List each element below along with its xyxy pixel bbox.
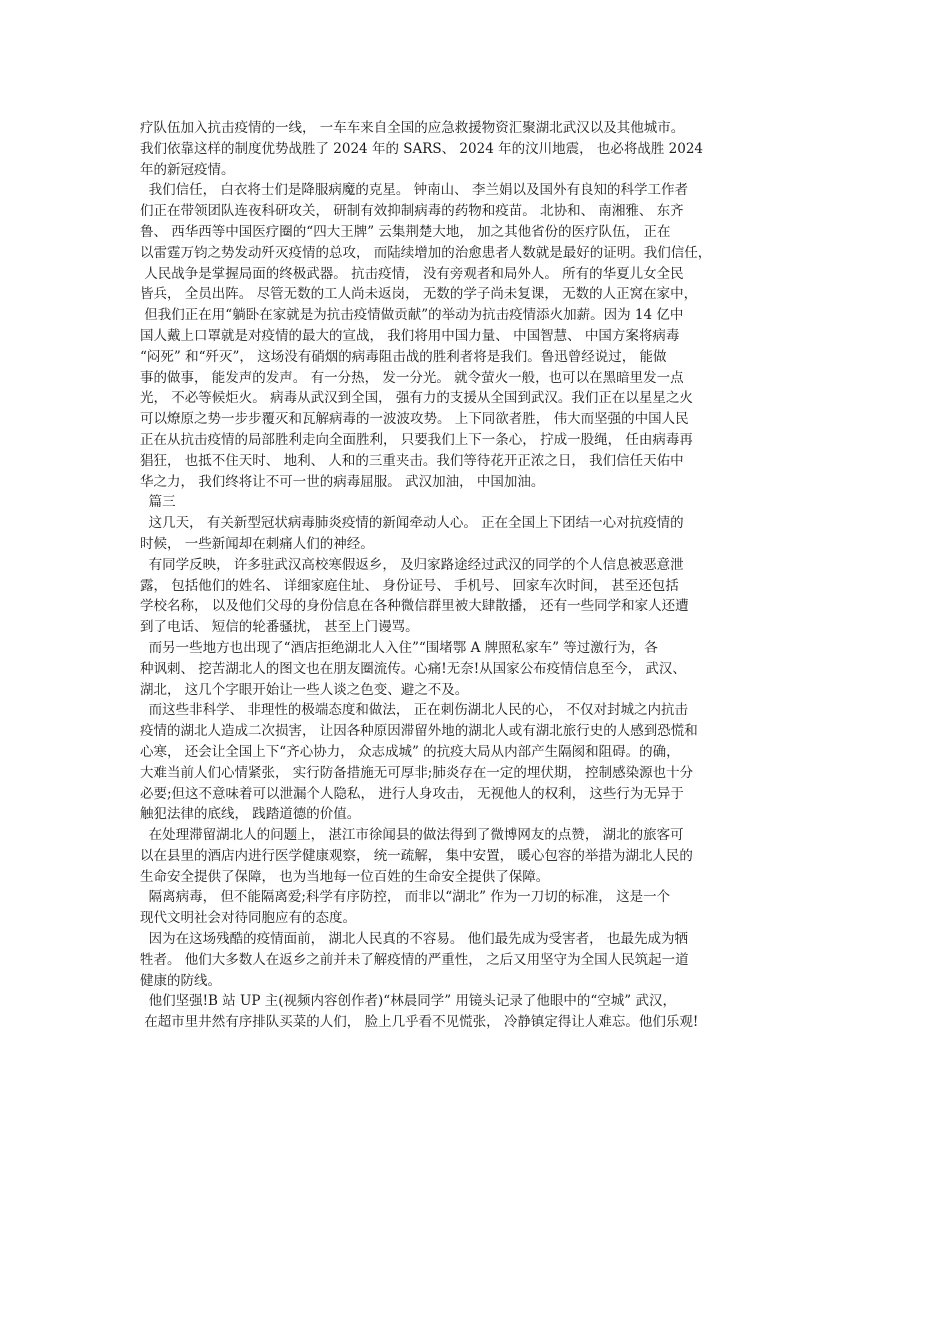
text-line: 篇三 <box>140 494 176 511</box>
text-line: 以雷霆万钧之势发动歼灭疫情的总攻， 而陆续增加的治愈患者人数就是最好的证明。我们信任， <box>140 244 712 261</box>
text-line: 因为在这场残酷的疫情面前， 湖北人民真的不容易。 他们最先成为受害者， 也最先成为牺 <box>140 931 688 948</box>
text-line: 种讽刺、 挖苦湖北人的图文也在朋友圈流传。心痛!无奈!从国家公布疫情信息至今， 武汉、 <box>140 660 686 677</box>
text-line: 们正在带领团队连夜科研攻关， 研制有效抑制病毒的药物和疫苗。 北协和、 南湘雅、 东齐 <box>140 203 684 220</box>
text-line: 触犯法律的底线， 践踏道德的价值。 <box>140 806 361 823</box>
text-line: 健康的防线。 <box>140 972 221 989</box>
text-line: 猖狂， 也抵不住天时、 地利、 人和的三重夹击。我们等待花开正浓之日， 我们信任天佑中 <box>140 452 684 469</box>
text-line: 光， 不必等候炬火。 病毒从武汉到全国， 强有力的支援从全国到武汉。我们正在以星星之火 <box>140 390 693 407</box>
text-line: 华之力， 我们终将让不可一世的病毒屈服。 武汉加油， 中国加油。 <box>140 473 545 490</box>
text-line: 皆兵， 全员出阵。 尽管无数的工人尚未返岗， 无数的学子尚未复课， 无数的人正窝在家中， <box>140 286 698 303</box>
text-line: 年的新冠疫情。 <box>140 161 235 178</box>
text-line: 学校名称， 以及他们父母的身份信息在各种微信群里被大肆散播， 还有一些同学和家人还遭 <box>140 598 689 615</box>
text-line: 现代文明社会对待同胞应有的态度。 <box>140 910 356 927</box>
text-line: 我们信任， 白衣将士们是降服病魔的克星。 钟南山、 李兰娟以及国外有良知的科学工作者 <box>140 182 688 199</box>
text-line: 湖北， 这几个字眼开始让一些人谈之色变、避之不及。 <box>140 681 469 698</box>
text-line: “闷死” 和“歼灭”， 这场没有硝烟的病毒阻击战的胜利者将是我们。鲁迅曾经说过， 能做 <box>140 348 667 365</box>
body-text <box>140 118 820 1033</box>
text-line: 而这些非科学、 非理性的极端态度和做法， 正在刺伤湖北人民的心， 不仅对封城之内抗击 <box>140 702 688 719</box>
text-line: 他们坚强!B 站 UP 主(视频内容创作者)“林晨同学” 用镜头记录了他眼中的“空城” 武汉， <box>140 993 676 1010</box>
text-line: 在处理滞留湖北人的问题上， 湛江市徐闻县的做法得到了微博网友的点赞， 湖北的旅客可 <box>140 827 684 844</box>
text-line: 国人戴上口罩就是对疫情的最大的宣战， 我们将用中国力量、 中国智慧、 中国方案将病毒 <box>140 327 680 344</box>
text-line: 露， 包括他们的姓名、 详细家庭住址、 身份证号、 手机号、 回家车次时间， 甚至还包括 <box>140 577 679 594</box>
text-line: 牲者。 他们大多数人在返乡之前并未了解疫情的严重性， 之后又用坚守为全国人民筑起一道 <box>140 951 689 968</box>
text-line: 在超市里井然有序排队买菜的人们， 脸上几乎看不见慌张， 冷静镇定得让人难忘。他们乐观! <box>140 1014 699 1031</box>
text-line: 必要;但这不意味着可以泄漏个人隐私， 进行人身攻击， 无视他人的权利， 这些行为无异于 <box>140 785 684 802</box>
text-line: 我们依靠这样的制度优势战胜了 2024 年的 SARS、 2024 年的汶川地震， 也必将战胜 2024 <box>140 140 704 157</box>
text-line: 人民战争是掌握局面的终极武器。 抗击疫情， 没有旁观者和局外人。 所有的华夏儿女全民 <box>140 265 684 282</box>
text-line: 疫情的湖北人造成二次损害， 让因各种原因滞留外地的湖北人或有湖北旅行史的人感到恐慌和 <box>140 723 698 740</box>
text-line: 可以燎原之势一步步覆灭和瓦解病毒的一波波攻势。 上下同欲者胜， 伟大而坚强的中国人民 <box>140 411 689 428</box>
text-line: 心寒， 还会让全国上下“齐心协力， 众志成城” 的抗疫大局从内部产生隔阂和阻碍。的确， <box>140 743 680 760</box>
text-line: 事的做事， 能发声的发声。 有一分热， 发一分光。 就令萤火一般，也可以在黑暗里发一点 <box>140 369 684 386</box>
text-line: 到了电话、 短信的轮番骚扰， 甚至上门谩骂。 <box>140 619 419 636</box>
text-line: 但我们正在用“躺卧在家就是为抗击疫情做贡献”的举动为抗击疫情添火加薪。因为 14 亿中 <box>140 307 684 324</box>
text-line: 疗队伍加入抗击疫情的一线， 一车车来自全国的应急救援物资汇聚湖北武汉以及其他城市。 <box>140 120 685 136</box>
text-line: 鲁、 西华西等中国医疗圈的“四大王牌” 云集荆楚大地， 加之其他省份的医疗队伍， 正在 <box>140 223 671 240</box>
text-line: 时候， 一些新闻却在刺痛人们的神经。 <box>140 535 374 552</box>
text-line: 生命安全提供了保障， 也为当地每一位百姓的生命安全提供了保障。 <box>140 868 550 885</box>
text-line: 正在从抗击疫情的局部胜利走向全面胜利， 只要我们上下一条心， 拧成一股绳， 任由病毒再 <box>140 431 693 448</box>
text-line: 而另一些地方也出现了“酒店拒绝湖北人入住”“围堵鄂 A 牌照私家车” 等过激行为，各 <box>140 639 658 656</box>
text-line: 有同学反映， 许多驻武汉高校寒假返乡， 及归家路途经过武汉的同学的个人信息被恶意泄 <box>140 556 684 573</box>
text-line: 这几天， 有关新型冠状病毒肺炎疫情的新闻牵动人心。 正在全国上下团结一心对抗疫情的 <box>140 515 684 532</box>
text-line: 以在县里的酒店内进行医学健康观察， 统一疏解， 集中安置， 暖心包容的举措为湖北人民的 <box>140 847 693 864</box>
text-line: 大难当前人们心情紧张， 实行防备措施无可厚非;肺炎存在一定的埋伏期， 控制感染源也十分 <box>140 764 694 781</box>
text-line: 隔离病毒， 但不能隔离爱;科学有序防控， 而非以“湖北” 作为一刀切的标准， 这是一个 <box>140 889 671 906</box>
